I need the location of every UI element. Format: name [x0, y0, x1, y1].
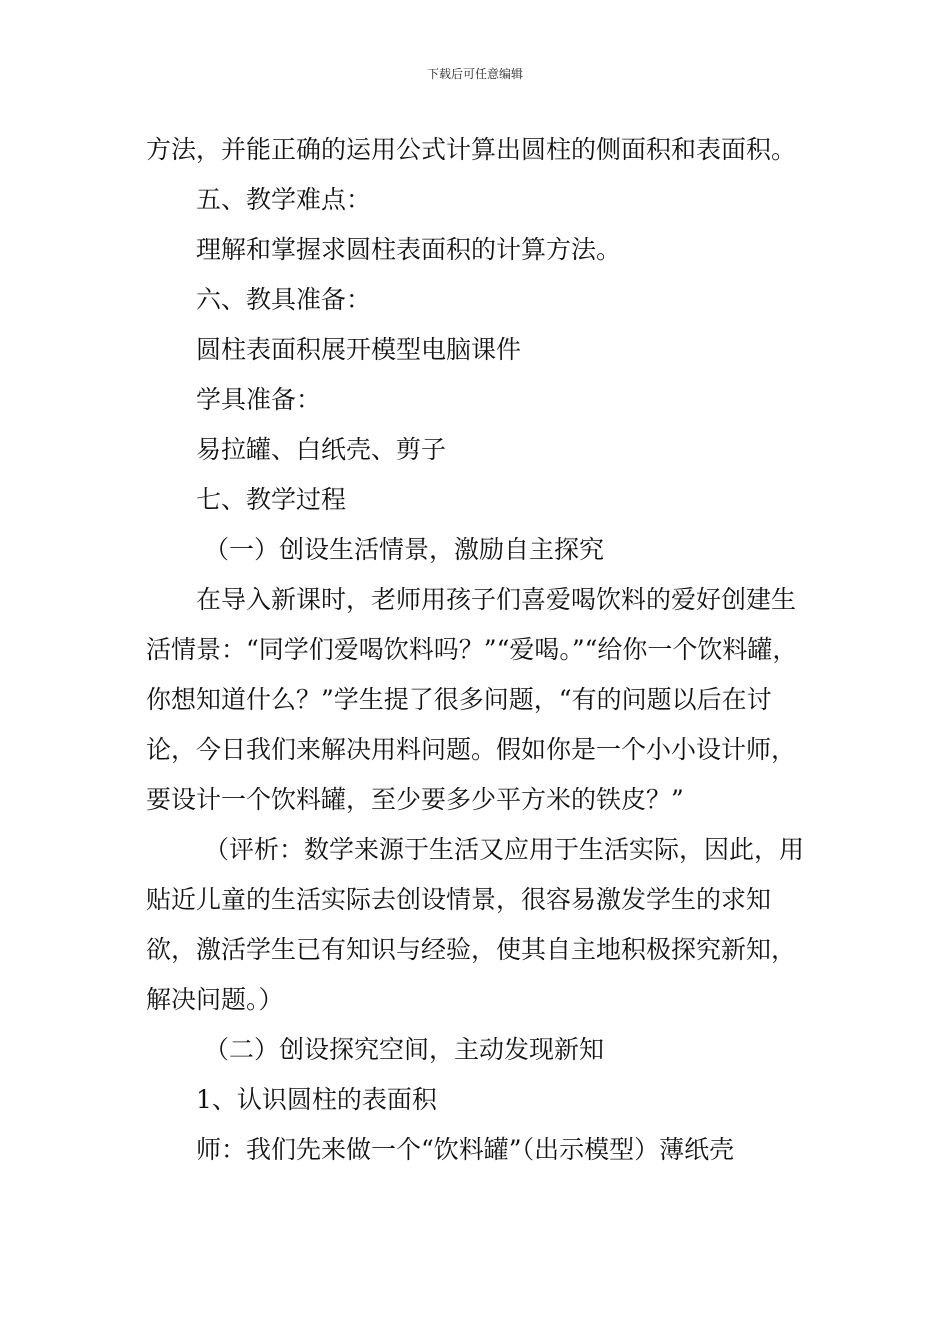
subheading-part-one: （一）创设生活情景，激励自主探究	[204, 535, 605, 564]
paragraph-introduction-scene: 在导入新课时，老师用孩子们喜爱喝饮料的爱好创建生活情景：“同学们爱喝饮料吗？”“爱喝。”“给你一个饮料罐，你想知道什么？”学生提了很多问题，“有的问题以后在讨论，今日我们来解决用料问题。假如你是一个小小设计师，要设计一个饮料罐，至少要多少平方米的铁皮？”	[146, 585, 798, 814]
paragraph-teacher-dialogue: 师：我们先来做一个“饮料罐”（出示模型）薄纸壳	[196, 1135, 735, 1164]
page-header-note: 下载后可任意编辑	[426, 67, 523, 81]
subheading-surface-area: 1、认识圆柱的表面积	[196, 1085, 437, 1114]
paragraph-commentary: （评析：数学来源于生活又应用于生活实际，因此，用贴近儿童的生活实际去创设情景，很容易激发学生的求知欲，激活学生已有知识与经验，使其自主地积极探究新知，解决问题。）	[146, 835, 805, 1014]
paragraph-teaching-aids: 圆柱表面积展开模型电脑课件	[196, 335, 522, 364]
heading-teaching-process: 七、教学过程	[196, 485, 347, 514]
heading-student-materials: 学具准备：	[196, 385, 322, 414]
paragraph-objective-continuation: 方法，并能正确的运用公式计算出圆柱的侧面积和表面积。	[146, 135, 797, 164]
subheading-part-two: （二）创设探究空间，主动发现新知	[204, 1035, 605, 1064]
heading-teaching-aids: 六、教具准备：	[196, 285, 372, 314]
paragraph-student-materials: 易拉罐、白纸壳、剪子	[196, 435, 447, 464]
document-body	[146, 125, 810, 1175]
heading-teaching-difficulty: 五、教学难点：	[196, 185, 372, 214]
paragraph-teaching-difficulty: 理解和掌握求圆柱表面积的计算方法。	[196, 235, 622, 264]
